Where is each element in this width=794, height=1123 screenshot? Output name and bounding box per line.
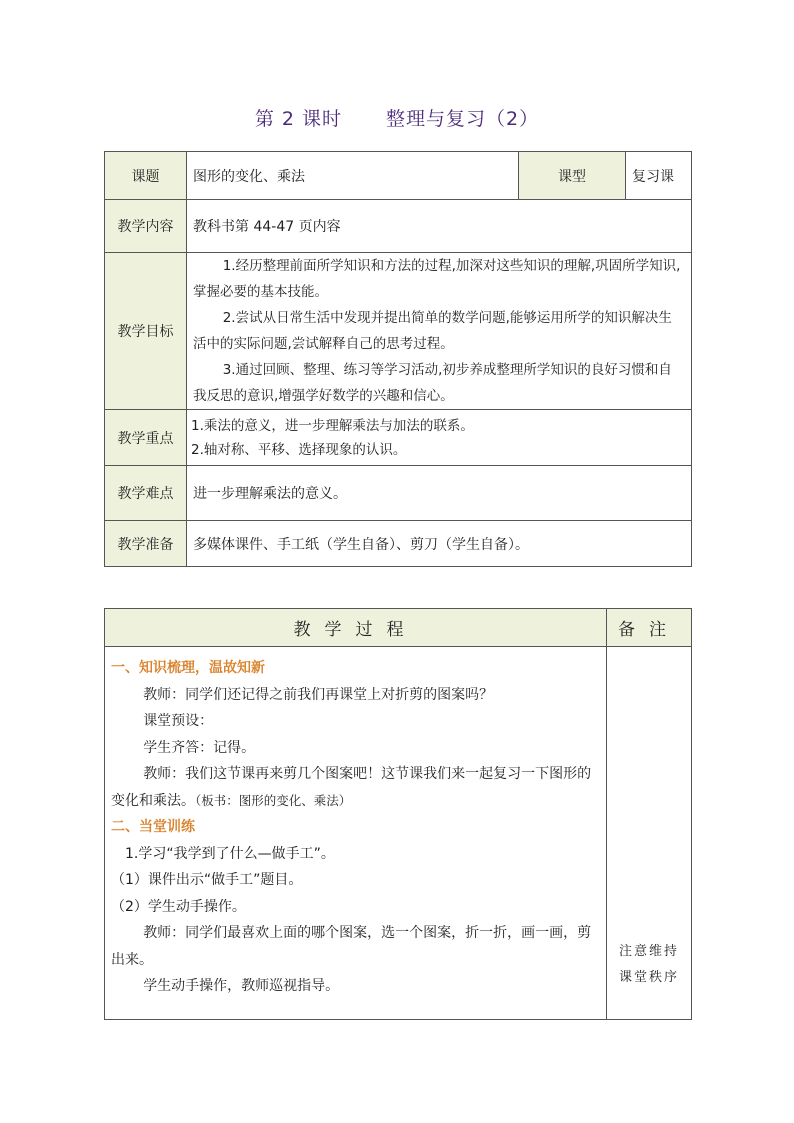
lesson-number: 第 2 课时	[254, 108, 343, 130]
process-line: 教师：同学们最喜欢上面的哪个图案，选一个图案，折一折，画一画，剪出来。	[111, 925, 592, 968]
difficulty-value: 进一步理解乘法的意义。	[187, 466, 692, 521]
focus-item: 2.轴对称、平移、选择现象的认识。	[191, 441, 407, 458]
content-row	[105, 200, 692, 253]
process-line: 1.学习“我学到了什么—做手工”。	[125, 845, 335, 862]
goal-item: 3.通过回顾、整理、练习等学习活动,初步养成整理所学知识的良好习惯和自我反思的意识,增强学好数学的兴趣和信心。	[193, 362, 672, 404]
lesson-name: 整理与复习（2）	[386, 108, 540, 130]
type-value: 复习课	[626, 152, 692, 200]
goal-item: 2.尝试从日常生活中发现并提出简单的数学问题,能够运用所学的知识解决生活中的实际问题,尝试解释自己的思考过程。	[193, 310, 672, 352]
type-label: 课型	[519, 152, 626, 200]
process-line	[111, 761, 600, 814]
note-text: 注意维持	[618, 944, 679, 959]
topic-label: 课题	[105, 152, 187, 200]
process-line: （1）课件出示“做手工”题目。	[111, 872, 303, 888]
board-note: （板书：图形的变化、乘法）	[195, 792, 352, 808]
page-title	[0, 104, 794, 131]
process-line: 学生动手操作，教师巡视指导。	[143, 978, 340, 994]
section-title: 二、当堂训练	[111, 819, 195, 835]
focus-content	[187, 410, 692, 466]
content-label: 教学内容	[105, 200, 187, 253]
process-line: 学生齐答：记得。	[143, 739, 256, 756]
difficulty-label: 教学难点	[105, 466, 187, 521]
process-line: 教师：同学们还记得之前我们再课堂上对折剪的图案吗？	[143, 686, 494, 703]
focus-row	[105, 410, 692, 466]
process-line: （2）学生动手操作。	[111, 898, 246, 915]
focus-label: 教学重点	[105, 410, 187, 466]
process-body-row	[105, 647, 692, 1020]
prep-label: 教学准备	[105, 521, 187, 567]
process-line: 课堂预设：	[143, 713, 214, 729]
content-value: 教科书第 44-47 页内容	[187, 200, 692, 253]
goal-item: 1.经历整理前面所学知识和方法的过程,加深对这些知识的理解,巩固所学知识,掌握必要的基本技能。	[193, 258, 681, 300]
process-text: 教师：我们这节课再来剪几个图案吧！这节课我们来一起复习一下图形的变化和乘法。	[111, 766, 592, 809]
prep-row	[105, 521, 692, 567]
difficulty-row	[105, 466, 692, 521]
note-header: 备注	[607, 609, 692, 647]
note-text: 课堂秩序	[618, 970, 679, 985]
process-body	[105, 647, 607, 1020]
goal-content	[187, 253, 692, 410]
goal-row	[105, 253, 692, 410]
section-title: 一、知识梳理，温故知新	[111, 660, 265, 676]
note-cell	[607, 647, 692, 1020]
lesson-info-table	[104, 151, 692, 567]
prep-value: 多媒体课件、手工纸（学生自备）、剪刀（学生自备）。	[187, 521, 692, 567]
topic-value: 图形的变化、乘法	[187, 152, 519, 200]
focus-item: 1.乘法的意义，进一步理解乘法与加法的联系。	[191, 417, 474, 434]
process-header: 教学过程	[105, 609, 607, 647]
process-header-row	[105, 609, 692, 647]
process-table	[104, 608, 692, 1020]
topic-row	[105, 152, 692, 200]
goal-label: 教学目标	[105, 253, 187, 410]
